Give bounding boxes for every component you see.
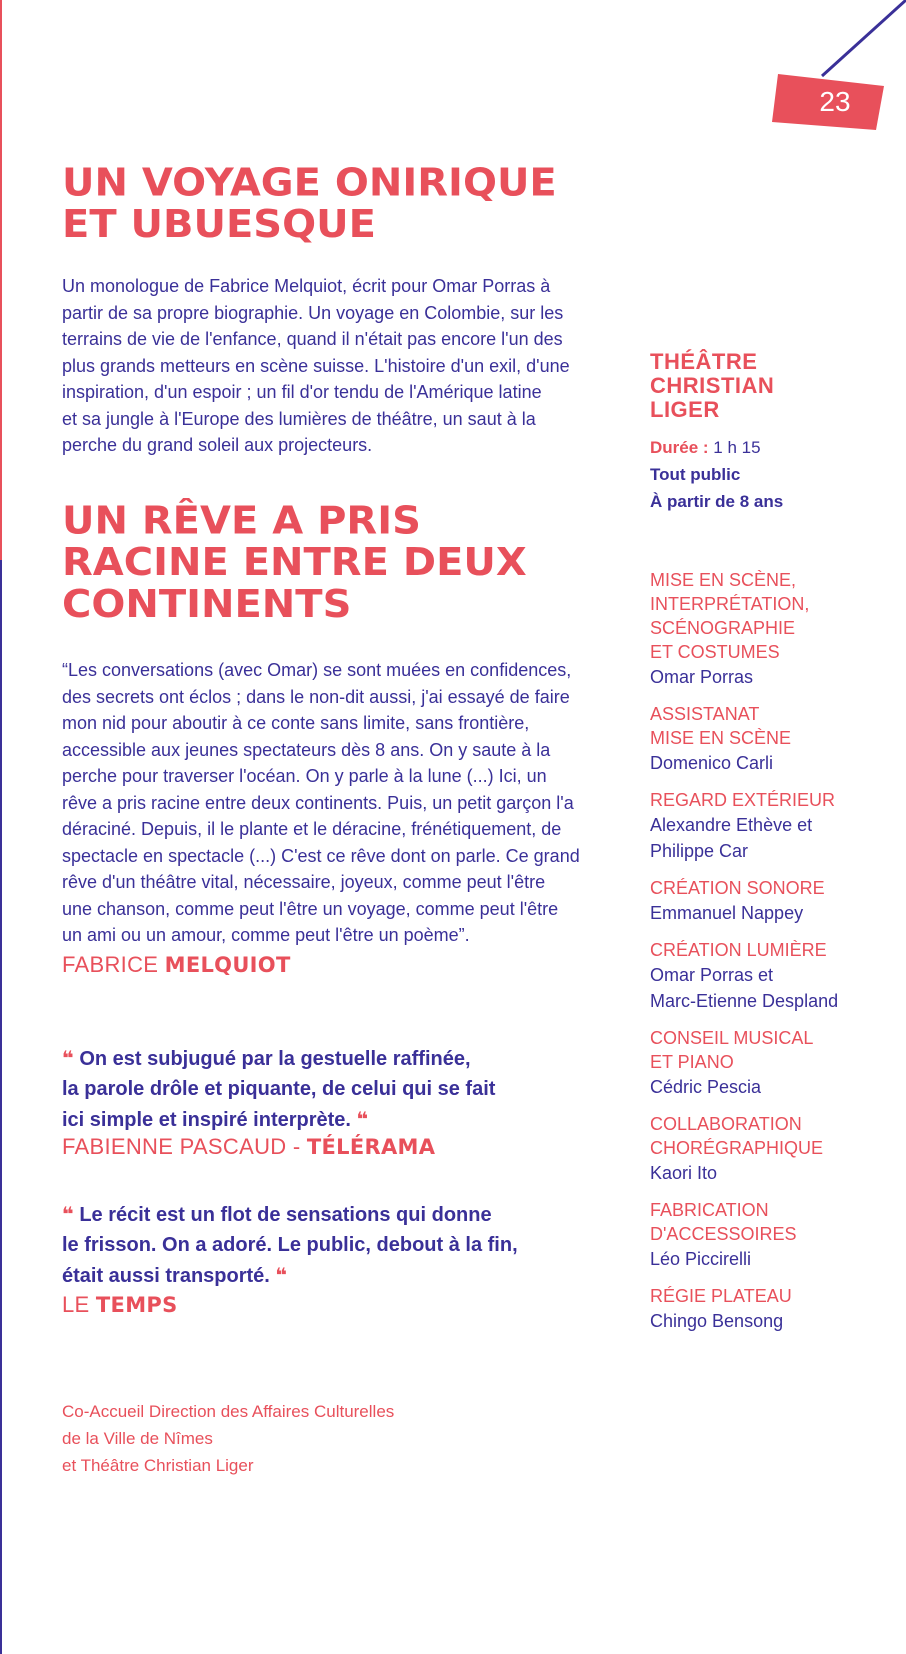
credit-name: Cédric Pescia: [650, 1077, 762, 1097]
intro-paragraph: Un monologue de Fabrice Melquiot, écrit pour Omar Porras à partir de sa propre biographie. Un voyage en Colombie, sur les terrains de vie de l'enfance, quand il n'était pas encore l'un des plus grands metteurs en scène suisse. L'histoire d'un exil, d'une inspiration, d'un espoir ; un fil d'or tendu de l'Amérique latine et sa jungle à l'Europe des lumières de théâtre, un saut à la perche du grand soleil aux projecteurs.: [62, 276, 570, 455]
credit-item: [650, 1198, 900, 1272]
credit-name: Léo Piccirelli: [650, 1249, 752, 1269]
credit-item: [650, 1026, 900, 1100]
credit-item: [650, 568, 900, 690]
author-telerama: FABIENNE PASCAUD - TÉLÉRAMA: [62, 1134, 436, 1159]
credits-list: [650, 568, 900, 1346]
age-limit: À partir de 8 ans: [650, 492, 784, 511]
audience: Tout public: [650, 465, 741, 484]
credit-name: Emmanuel Nappey: [650, 903, 804, 923]
credit-name: Chingo Bensong: [650, 1311, 784, 1331]
quote-open-icon: ❝: [62, 1202, 74, 1226]
credit-role: REGARD EXTÉRIEUR: [650, 790, 836, 810]
credit-role: MISE EN SCÈNE: [650, 728, 792, 748]
duration-label: Durée :: [650, 438, 714, 457]
corner-diagonal-line: [786, 0, 906, 80]
credit-role: ET PIANO: [650, 1052, 734, 1072]
coaccueil-note: Co-Accueil Direction des Affaires Culturelles de la Ville de Nîmes et Théâtre Christian Liger: [62, 1402, 395, 1475]
author-le-temps: LE TEMPS: [62, 1292, 178, 1317]
credit-item: [650, 702, 900, 776]
section-title-voyage: UN VOYAGE ONIRIQUE ET UBUESQUE: [62, 161, 557, 247]
page-number: 23: [819, 86, 851, 117]
credit-item: [650, 788, 900, 864]
credit-name: Alexandre Ethève et: [650, 815, 813, 835]
credit-role: CRÉATION SONORE: [650, 878, 825, 898]
show-info: [650, 434, 783, 515]
credit-role: ET COSTUMES: [650, 642, 780, 662]
credit-role: MISE EN SCÈNE,: [650, 570, 797, 590]
credit-item: [650, 1112, 900, 1186]
credit-name: Philippe Car: [650, 841, 749, 861]
press-quote-le-temps: ❝ Le récit est un flot de sensations qui donne le frisson. On a adoré. Le public, debout à la fin, était aussi transporté. ❝: [62, 1202, 518, 1287]
duration-value: 1 h 15: [713, 438, 761, 457]
credit-name: Kaori Ito: [650, 1163, 718, 1183]
credit-name: Domenico Carli: [650, 753, 774, 773]
credit-role: INTERPRÉTATION,: [650, 594, 810, 614]
credit-item: [650, 876, 900, 926]
credit-item: [650, 1284, 900, 1334]
credit-name: Marc-Etienne Despland: [650, 991, 839, 1011]
credit-role: CONSEIL MUSICAL: [650, 1028, 814, 1048]
credit-role: CRÉATION LUMIÈRE: [650, 940, 827, 960]
left-edge-accent: [0, 0, 2, 560]
credit-role: CHORÉGRAPHIQUE: [650, 1138, 824, 1158]
credit-role: SCÉNOGRAPHIE: [650, 618, 796, 638]
credit-name: Omar Porras: [650, 667, 754, 687]
venue-title: THÉÂTRE CHRISTIAN LIGER: [650, 349, 775, 422]
credit-role: D'ACCESSOIRES: [650, 1224, 797, 1244]
credit-role: ASSISTANAT: [650, 704, 760, 724]
author-fabrice-melquiot: FABRICE MELQUIOT: [62, 952, 291, 977]
quote-open-icon: ❝: [62, 1046, 74, 1070]
credit-name: Omar Porras et: [650, 965, 774, 985]
credit-role: COLLABORATION: [650, 1114, 802, 1134]
section-title-reve: UN RÊVE A PRIS RACINE ENTRE DEUX CONTINENTS: [62, 499, 527, 627]
author-quote-paragraph: “Les conversations (avec Omar) se sont muées en confidences, des secrets ont éclos ; dans le non-dit aussi, j'ai essayé de faire mon nid pour aboutir à ce conte sans limite, sans frontière, accessible aux jeunes spectateurs dès 8 ans. On y saute à la perche pour traverser l'océan. On y parle à la lune (...) Ici, un rêve a pris racine entre deux continents. Puis, un petit garçon l'a déraciné. Depuis, il le plante et le déracine, frénétiquement, de spectacle en spectacle (...) C'est ce rêve dont on parle. Ce grand rêve d'un théâtre vital, nécessaire, joyeux, comme peut l'être une chanson, comme peut l'être un voyage, comme peut l'être un ami ou un amour, comme peut l'être un poème”.: [62, 660, 580, 945]
quote-close-icon: ❝: [275, 1263, 288, 1287]
press-quote-telerama: ❝ On est subjugué par la gestuelle raffinée, la parole drôle et piquante, de celui qui se fait ici simple et inspiré interprète. ❝: [62, 1046, 496, 1131]
credit-role: FABRICATION: [650, 1200, 769, 1220]
credit-role: RÉGIE PLATEAU: [650, 1286, 792, 1306]
credit-item: [650, 938, 900, 1014]
quote-close-icon: ❝: [356, 1107, 369, 1131]
